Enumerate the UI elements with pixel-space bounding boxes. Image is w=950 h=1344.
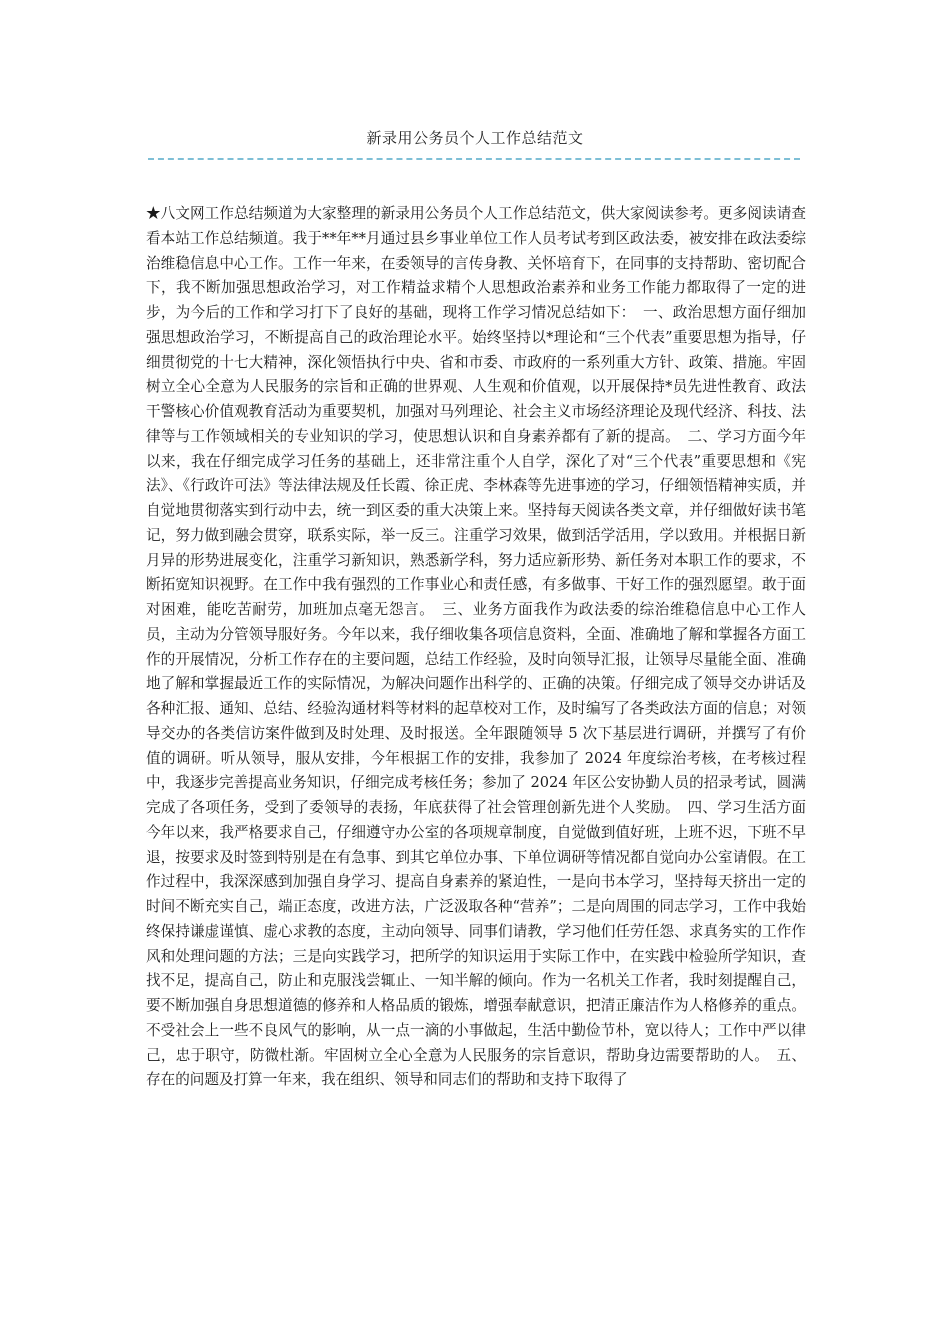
document-title: 新录用公务员个人工作总结范文	[366, 129, 584, 147]
title-dashed-divider	[148, 158, 800, 160]
document-body-paragraph: ★八文网工作总结频道为大家整理的新录用公务员个人工作总结范文，供大家阅读参考。更多阅读请查看本站工作总结频道。我于**年**月通过县乡事业单位工作人员考试考到区政法委，被安排在政法委综治维稳信息中心工作。工作一年来，在委领导的言传身教、关怀培育下，在同事的支持帮助、密切配合下，我不断加强思想政治学习，对工作精益求精个人思想政治素养和业务工作能力都取得了一定的进步，为今后的工作和学习打下了良好的基础，现将工作学习情况总结如下： 一、政治思想方面仔细加强思想政治学习，不断提高自己的政治理论水平。始终坚持以*理论和“三个代表”重要思想为指导，仔细贯彻党的十七大精神，深化领悟执行中央、省和市委、市政府的一系列重大方针、政策、措施。牢固树立全心全意为人民服务的宗旨和正确的世界观、人生观和价值观，以开展保持*员先进性教育、政法干警核心价值观教育活动为重要契机，加强对马列理论、社会主义市场经济理论及现代经济、科技、法律等与工作领域相关的专业知识的学习，使思想认识和自身素养都有了新的提高。 二、学习方面今年以来，我在仔细完成学习任务的基础上，还非常注重个人自学，深化了对“三个代表”重要思想和《宪法》、《行政许可法》等法律法规及任长霞、徐正虎、李林森等先进事迹的学习，仔细领悟精神实质，并自觉地贯彻落实到行动中去，统一到区委的重大决策上来。坚持每天阅读各类文章，并仔细做好读书笔记，努力做到融会贯穿，联系实际，举一反三。注重学习效果，做到活学活用，学以致用。并根据日新月异的形势进展变化，注重学习新知识，熟悉新学科，努力适应新形势、新任务对本职工作的要求，不断拓宽知识视野。在工作中我有强烈的工作事业心和责任感，有多做事、干好工作的强烈愿望。敢于面对困难，能吃苦耐劳，加班加点毫无怨言。 三、业务方面我作为政法委的综治维稳信息中心工作人员，主动为分管领导服好务。今年以来，我仔细收集各项信息资料，全面、准确地了解和掌握各方面工作的开展情况，分析工作存在的主要问题，总结工作经验，及时向领导汇报，让领导尽量能全面、准确地了解和掌握最近工作的实际情况，为解决问题作出科学的、正确的决策。仔细完成了领导交办讲话及各种汇报、通知、总结、经验沟通材料等材料的起草校对工作，及时编写了各类政法方面的信息；对领导交办的各类信访案件做到及时处理、及时报送。全年跟随领导 5 次下基层进行调研，并撰写了有价值的调研。听从领导，服从安排，今年根据工作的安排，我参加了 2024 年度综治考核，在考核过程中，我逐步完善提高业务知识，仔细完成考核任务；参加了 2024 年区公安协勤人员的招录考试，圆满完成了各项任务，受到了委领导的表扬，年底获得了社会管理创新先进个人奖励。 四、学习生活方面今年以来，我严格要求自己，仔细遵守办公室的各项规章制度，自觉做到值好班，上班不迟，下班不早退，按要求及时签到特别是在有急事、到其它单位办事、下单位调研等情况都自觉向办公室请假。在工作过程中，我深深感到加强自身学习、提高自身素养的紧迫性，一是向书本学习，坚持每天挤出一定的时间不断充实自己，端正态度，改进方法，广泛汲取各种“营养”；二是向周围的同志学习，工作中我始终保持谦虚谨慎、虚心求教的态度，主动向领导、同事们请教，学习他们任劳任怨、求真务实的工作作风和处理问题的方法；三是向实践学习，把所学的知识运用于实际工作中，在实践中检验所学知识，查找不足，提高自己，防止和克服浅尝辄止、一知半解的倾向。作为一名机关工作者，我时刻提醒自己，要不断加强自身思想道德的修养和人格品质的锻炼，增强奉献意识，把清正廉洁作为人格修养的重点。不受社会上一些不良风气的影响，从一点一滴的小事做起，生活中勤俭节朴，宽以待人；工作中严以律己，忠于职守，防微杜渐。牢固树立全心全意为人民服务的宗旨意识，帮助身边需要帮助的人。 五、存在的问题及打算一年来，我在组织、领导和同志们的帮助和支持下取得了	[146, 205, 806, 1089]
